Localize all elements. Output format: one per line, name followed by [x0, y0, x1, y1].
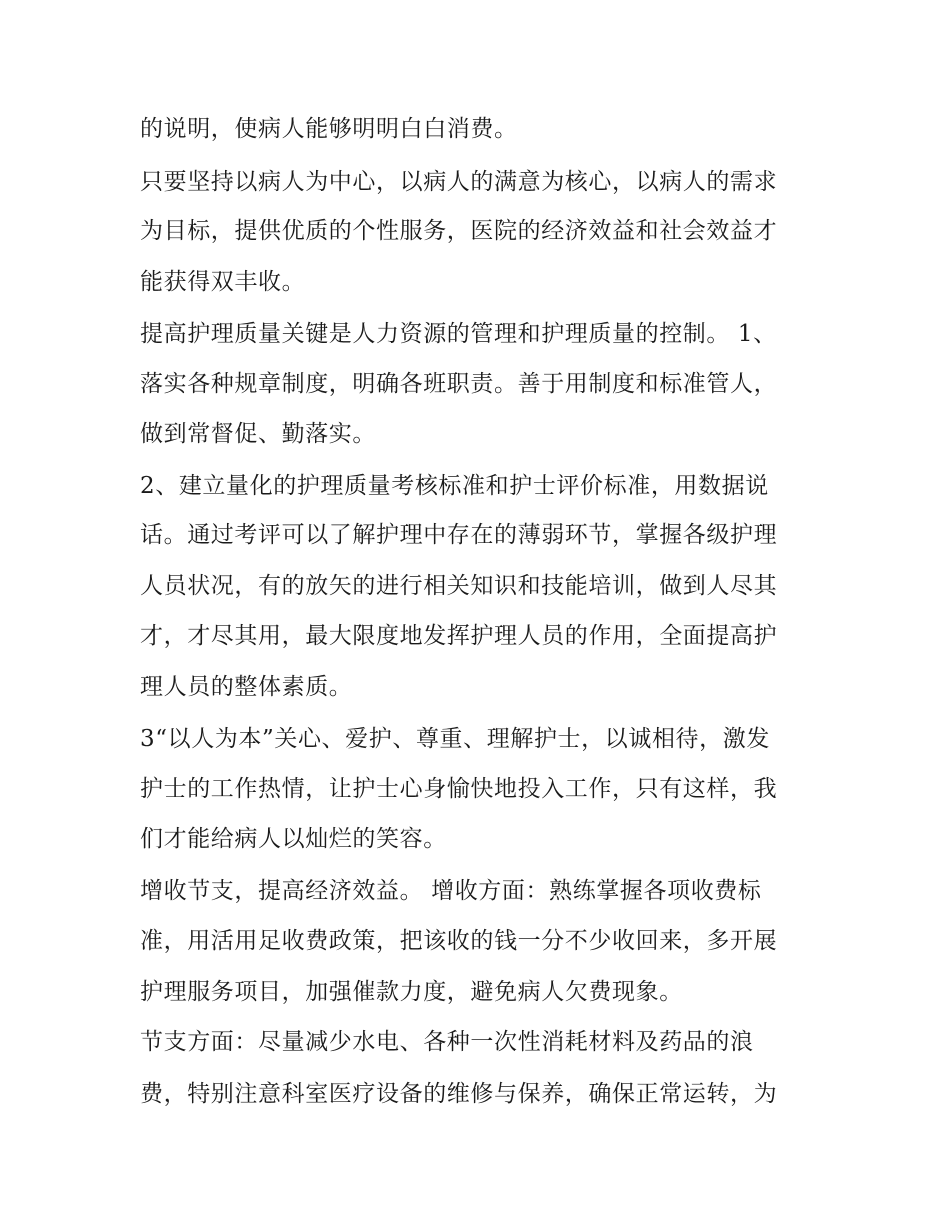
text-line: 护士的工作热情，让护士心身愉快地投入工作，只有这样，我 — [140, 776, 778, 802]
text-line: 能获得双丰收。 — [140, 269, 306, 295]
text-line: 只要坚持以病人为中心，以病人的满意为核心，以病人的需求 — [140, 169, 778, 195]
text-line: 做到常督促、勤落实。 — [140, 421, 376, 447]
text-line: 的说明，使病人能够明明白白消费。 — [140, 116, 518, 142]
text-line: 人员状况，有的放矢的进行相关知识和技能培训，做到人尽其 — [140, 573, 778, 599]
text-line: 才，才尽其用，最大限度地发挥护理人员的作用，全面提高护 — [140, 623, 778, 649]
text-line: 落实各种规章制度，明确各班职责。善于用制度和标准管人， — [140, 371, 778, 397]
text-line: 们才能给病人以灿烂的笑容。 — [140, 826, 447, 852]
text-line: 理人员的整体素质。 — [140, 674, 353, 700]
text-line: 为目标，提供优质的个性服务，医院的经济效益和社会效益才 — [140, 218, 778, 244]
text-line: 节支方面：尽量减少水电、各种一次性消耗材料及药品的浪 — [140, 1029, 754, 1055]
text-line: 话。通过考评可以了解护理中存在的薄弱环节，掌握各级护理 — [140, 522, 778, 548]
text-line: 提高护理质量关键是人力资源的管理和护理质量的控制。 1、 — [140, 321, 777, 347]
text-line: 费，特别注意科室医疗设备的维修与保养，确保正常运转，为 — [140, 1081, 778, 1107]
text-line: 3“以人为本”关心、爱护、尊重、理解护士，以诚相待，激发 — [140, 726, 770, 752]
text-line: 护理服务项目，加强催款力度，避免病人欠费现象。 — [140, 979, 683, 1005]
text-line: 2、建立量化的护理质量考核标准和护士评价标准，用数据说 — [140, 473, 769, 499]
text-line: 准，用活用足收费政策，把该收的钱一分不少收回来，多开展 — [140, 928, 778, 954]
text-line: 增收节支，提高经济效益。 增收方面：熟练掌握各项收费标 — [140, 878, 762, 904]
